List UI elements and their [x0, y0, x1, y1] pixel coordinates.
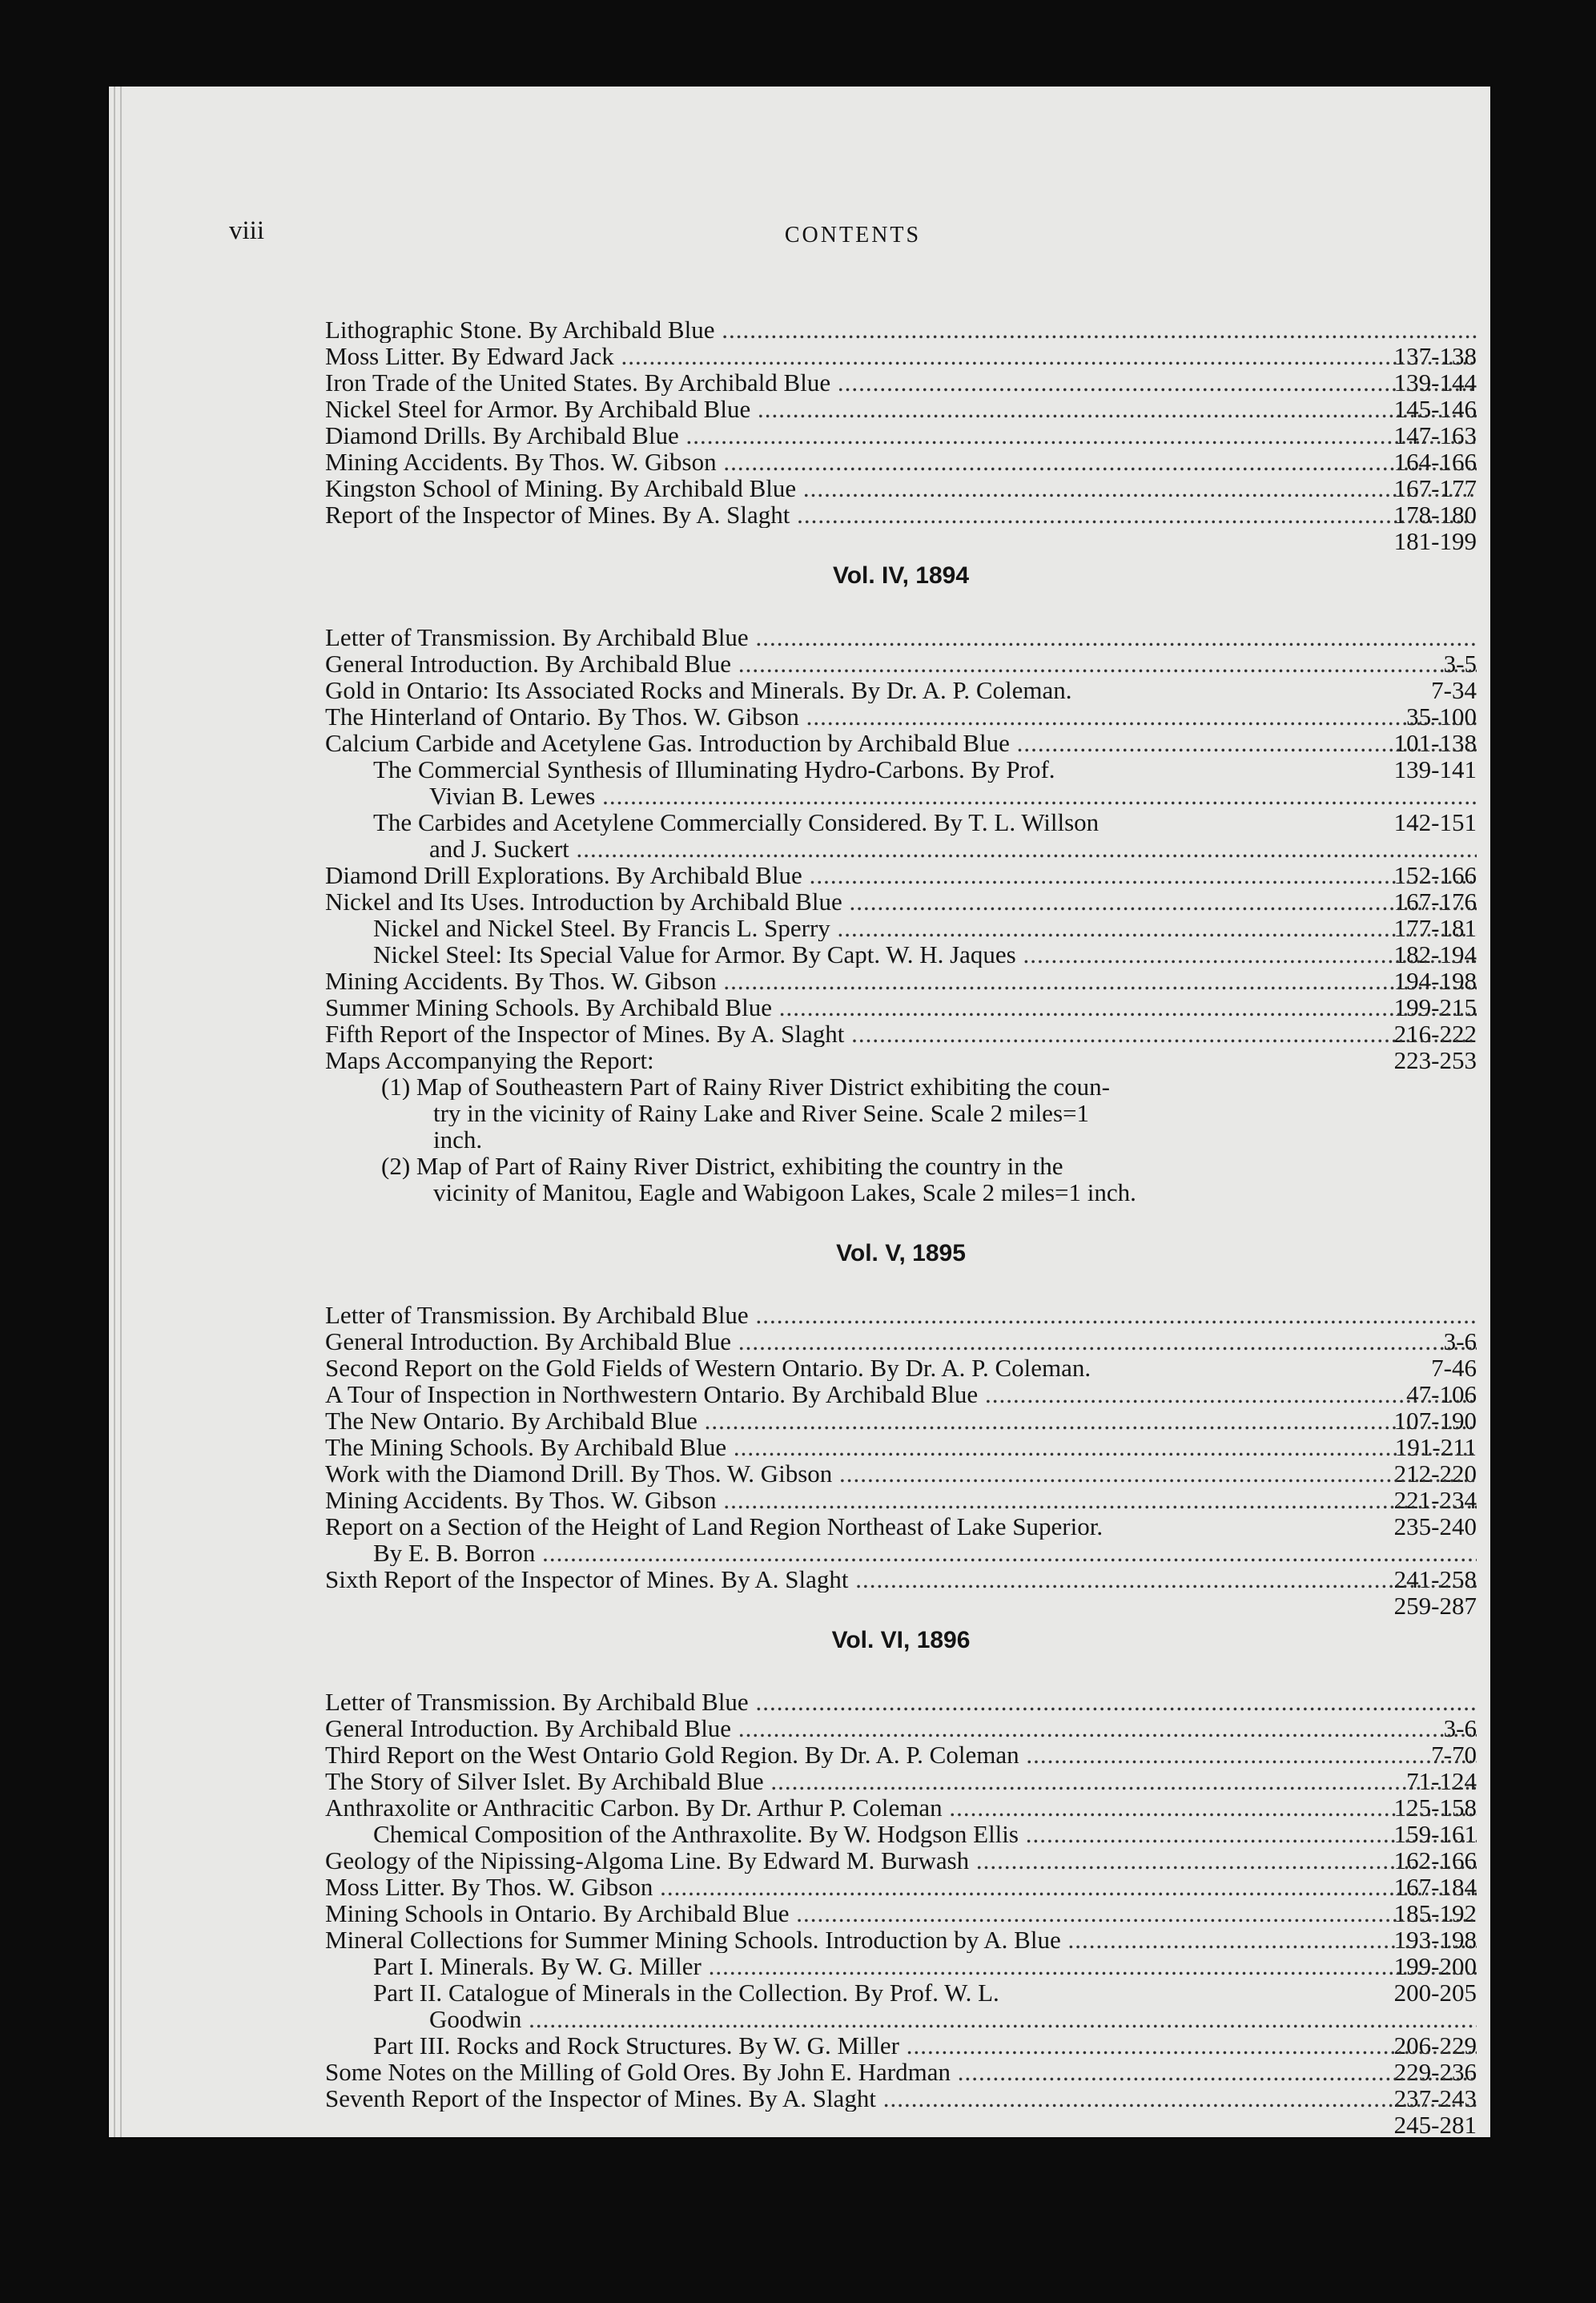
toc-entry-title: Mining Schools in Ontario. By Archibald Blue — [325, 1900, 790, 1927]
toc-entry-title: Sixth Report of the Inspector of Mines. By A. Slaght — [325, 1566, 849, 1592]
toc-entry-title: Geology of the Nipissing-Algoma Line. By Edward M. Burwash — [325, 1847, 970, 1874]
toc-entry-title: Anthraxolite or Anthracitic Carbon. By Dr. Arthur P. Coleman — [325, 1794, 943, 1821]
toc-entry-title: Maps Accompanying the Report: — [325, 1047, 654, 1073]
toc-entry-pages: 152-166 — [1393, 861, 1477, 889]
toc-section-vol4 — [325, 624, 1477, 1206]
volume-heading: Vol. V, 1895 — [836, 1240, 966, 1266]
page-edge-line — [120, 87, 122, 2137]
toc-entry — [325, 1979, 1477, 2006]
toc-entry-title: Mineral Collections for Summer Mining Schools. Introduction by A. Blue — [325, 1927, 1061, 1953]
toc-entry-pages: 223-253 — [1393, 1046, 1477, 1074]
toc-entry-title: Report of the Inspector of Mines. By A. Slaght — [325, 501, 790, 528]
toc-entry-title: Second Report on the Gold Fields of Western Ontario. By Dr. A. P. Coleman. — [325, 1355, 1091, 1381]
toc-entry-title: Diamond Drills. By Archibald Blue — [325, 422, 679, 449]
toc-entry — [325, 809, 1477, 835]
toc-entry-title: Chemical Composition of the Anthraxolite. By W. Hodgson Ellis — [373, 1821, 1019, 1847]
toc-entry-title: General Introduction. By Archibald Blue — [325, 650, 732, 677]
toc-entry-pages: 142-151 — [1393, 808, 1477, 836]
page-header — [229, 216, 1477, 256]
toc-entry-pages: 212-220 — [1393, 1460, 1477, 1488]
toc-entry-title: Nickel and Nickel Steel. By Francis L. Sperry — [373, 915, 830, 941]
toc-entry — [325, 1073, 1477, 1100]
toc-entry-title: Part III. Rocks and Rock Structures. By W. G. Miller — [373, 2032, 899, 2059]
toc-entry-pages: 241-258 — [1393, 1565, 1477, 1593]
toc-entry-pages: 216-222 — [1393, 1020, 1477, 1048]
toc-entry-pages: 125-158 — [1393, 1794, 1477, 1822]
toc-entry-pages: 182-194 — [1393, 940, 1477, 968]
toc-entry — [325, 1100, 1477, 1126]
toc-entry-pages: 139-141 — [1393, 755, 1477, 783]
toc-entry-pages: 199-215 — [1393, 993, 1477, 1021]
toc-entry-title: Third Report on the West Ontario Gold Region. By Dr. A. P. Coleman — [325, 1741, 1019, 1768]
toc-entry-title: Kingston School of Mining. By Archibald Blue — [325, 475, 797, 501]
toc-entry-pages: 200-205 — [1393, 1979, 1477, 2007]
toc-entry-pages: 193-198 — [1393, 1926, 1477, 1954]
toc-entry-title: The Hinterland of Ontario. By Thos. W. Gibson — [325, 703, 799, 730]
toc-entry-pages: 178-180 — [1393, 501, 1477, 529]
toc-entry-title: and J. Suckert — [429, 835, 569, 862]
toc-entry — [325, 1153, 1477, 1179]
toc-entry-pages: 194-198 — [1393, 967, 1477, 995]
toc-entry — [325, 1179, 1477, 1206]
toc-entry-pages: 164-166 — [1393, 448, 1477, 476]
toc-entry-pages: 147-163 — [1393, 421, 1477, 449]
toc-entry-title: Goodwin — [429, 2006, 522, 2032]
toc-entry-title: A Tour of Inspection in Northwestern Ontario. By Archibald Blue — [325, 1381, 979, 1407]
toc-entry-title: By E. B. Borron — [373, 1540, 536, 1566]
toc-entry-title: Report on a Section of the Height of Land Region Northeast of Lake Superior. — [325, 1513, 1104, 1540]
toc-entry-title: Some Notes on the Milling of Gold Ores. By John E. Hardman — [325, 2059, 951, 2085]
toc-entry — [325, 1047, 1477, 1073]
toc-entry-title: Lithographic Stone. By Archibald Blue — [325, 316, 715, 343]
toc-entry-pages: 167-176 — [1393, 888, 1477, 916]
toc-entry-title: Gold in Ontario: Its Associated Rocks and Minerals. By Dr. A. P. Coleman. — [325, 677, 1072, 703]
toc-entry-pages: 167-177 — [1393, 474, 1477, 502]
toc-entry-pages: 229-236 — [1393, 2058, 1477, 2086]
toc-entry-pages: 7-34 — [1431, 676, 1477, 704]
toc-entry-pages: 177-181 — [1393, 914, 1477, 942]
toc-entry-pages: 221-234 — [1393, 1486, 1477, 1514]
toc-entry-title: Work with the Diamond Drill. By Thos. W. Gibson — [325, 1460, 833, 1487]
toc-entry-pages: 7-70 — [1431, 1741, 1477, 1769]
toc-entry-pages: 47-106 — [1406, 1380, 1477, 1408]
volume-heading: Vol. VI, 1896 — [831, 1627, 971, 1653]
toc-entry-pages: 159-161 — [1393, 1820, 1477, 1848]
toc-entry — [325, 1126, 1477, 1153]
toc-entry-title: Nickel Steel for Armor. By Archibald Blue — [325, 396, 751, 422]
toc-entry-title: vicinity of Manitou, Eagle and Wabigoon Lakes, Scale 2 miles=1 inch. — [433, 1179, 1136, 1206]
toc-entry-pages: 107-190 — [1393, 1407, 1477, 1435]
toc-entry-pages: 137-138 — [1393, 342, 1477, 370]
toc-entry-title: Moss Litter. By Edward Jack — [325, 343, 614, 369]
toc-entry-pages: 191-211 — [1394, 1433, 1477, 1461]
toc-entry-pages: 71-124 — [1406, 1767, 1477, 1795]
toc-entry — [325, 501, 1477, 555]
toc-entry-title: Summer Mining Schools. By Archibald Blue — [325, 994, 772, 1021]
toc-entry-title: Mining Accidents. By Thos. W. Gibson — [325, 968, 717, 994]
table-of-contents — [325, 316, 1477, 2139]
toc-entry-pages: 235-240 — [1393, 1512, 1477, 1540]
toc-entry-title: (2) Map of Part of Rainy River District, exhibiting the country in the — [381, 1153, 1063, 1179]
toc-entry-title: Nickel and Its Uses. Introduction by Archibald Blue — [325, 888, 842, 915]
toc-entry-title: Iron Trade of the United States. By Archibald Blue — [325, 369, 831, 396]
toc-entry-title: Vivian B. Lewes — [429, 783, 596, 809]
toc-entry-pages: 167-184 — [1393, 1873, 1477, 1901]
toc-entry-title: The Story of Silver Islet. By Archibald Blue — [325, 1768, 764, 1794]
toc-entry-pages: 259-287 — [1393, 1592, 1477, 1620]
toc-section-vol5 — [325, 1302, 1477, 1620]
toc-entry-title: Mining Accidents. By Thos. W. Gibson — [325, 449, 717, 475]
toc-entry-title: Letter of Transmission. By Archibald Blue — [325, 624, 749, 650]
toc-section-vol6 — [325, 1689, 1477, 2139]
toc-entry-pages: 3-5 — [1443, 650, 1477, 678]
toc-entry-title: Nickel Steel: Its Special Value for Armor. By Capt. W. H. Jaques — [373, 941, 1016, 968]
toc-entry-title: The Commercial Synthesis of Illuminating Hydro-Carbons. By Prof. — [373, 756, 1055, 783]
toc-entry-pages: 199-200 — [1393, 1952, 1477, 1980]
toc-entry-title: Diamond Drill Explorations. By Archibald Blue — [325, 862, 802, 888]
toc-entry-title: try in the vicinity of Rainy Lake and River Seine. Scale 2 miles=1 — [433, 1100, 1089, 1126]
toc-entry-pages: 3-6 — [1443, 1327, 1477, 1355]
toc-entry-pages: 7-46 — [1431, 1354, 1477, 1382]
toc-entry-title: Calcium Carbide and Acetylene Gas. Introduction by Archibald Blue — [325, 730, 1010, 756]
toc-entry-pages: 237-243 — [1393, 2084, 1477, 2112]
toc-entry-title: Fifth Report of the Inspector of Mines. By A. Slaght — [325, 1021, 845, 1047]
toc-entry — [325, 756, 1477, 783]
toc-entry-pages: 162-166 — [1393, 1846, 1477, 1874]
toc-entry — [325, 1513, 1477, 1540]
toc-section-continued — [325, 316, 1477, 555]
toc-entry-title: Letter of Transmission. By Archibald Blue — [325, 1302, 749, 1328]
toc-entry-pages: 101-138 — [1393, 729, 1477, 757]
page-edge-line — [114, 87, 115, 2137]
toc-entry-pages: 245-281 — [1393, 2111, 1477, 2139]
toc-entry-title: The Carbides and Acetylene Commercially Considered. By T. L. Willson — [373, 809, 1100, 835]
toc-entry-title: Part II. Catalogue of Minerals in the Collection. By Prof. W. L. — [373, 1979, 999, 2006]
toc-entry-pages: 206-229 — [1393, 2031, 1477, 2059]
toc-entry-title: The New Ontario. By Archibald Blue — [325, 1407, 697, 1434]
toc-entry-pages: 35-100 — [1406, 703, 1477, 731]
toc-entry-title: Letter of Transmission. By Archibald Blue — [325, 1689, 749, 1715]
toc-entry-pages: 3-6 — [1443, 1714, 1477, 1742]
toc-entry-pages: 145-146 — [1393, 395, 1477, 423]
page-number: viii — [229, 216, 265, 245]
volume-heading: Vol. IV, 1894 — [832, 562, 970, 589]
toc-entry-title: (1) Map of Southeastern Part of Rainy River District exhibiting the coun- — [381, 1073, 1111, 1100]
toc-entry-title: General Introduction. By Archibald Blue — [325, 1715, 732, 1741]
toc-entry-pages: 181-199 — [1393, 527, 1477, 555]
toc-entry-title: Moss Litter. By Thos. W. Gibson — [325, 1874, 653, 1900]
toc-entry-title: Seventh Report of the Inspector of Mines. By A. Slaght — [325, 2085, 876, 2112]
toc-entry-pages: 139-144 — [1393, 368, 1477, 397]
toc-entry-title: inch. — [433, 1126, 483, 1153]
toc-entry — [325, 2085, 1477, 2139]
toc-entry-pages: 185-192 — [1393, 1899, 1477, 1927]
toc-entry-title: General Introduction. By Archibald Blue — [325, 1328, 732, 1355]
toc-entry — [325, 1566, 1477, 1620]
page-title: CONTENTS — [784, 223, 922, 248]
toc-entry-title: Part I. Minerals. By W. G. Miller — [373, 1953, 702, 1979]
toc-entry-title: Mining Accidents. By Thos. W. Gibson — [325, 1487, 717, 1513]
toc-entry-title: The Mining Schools. By Archibald Blue — [325, 1434, 727, 1460]
